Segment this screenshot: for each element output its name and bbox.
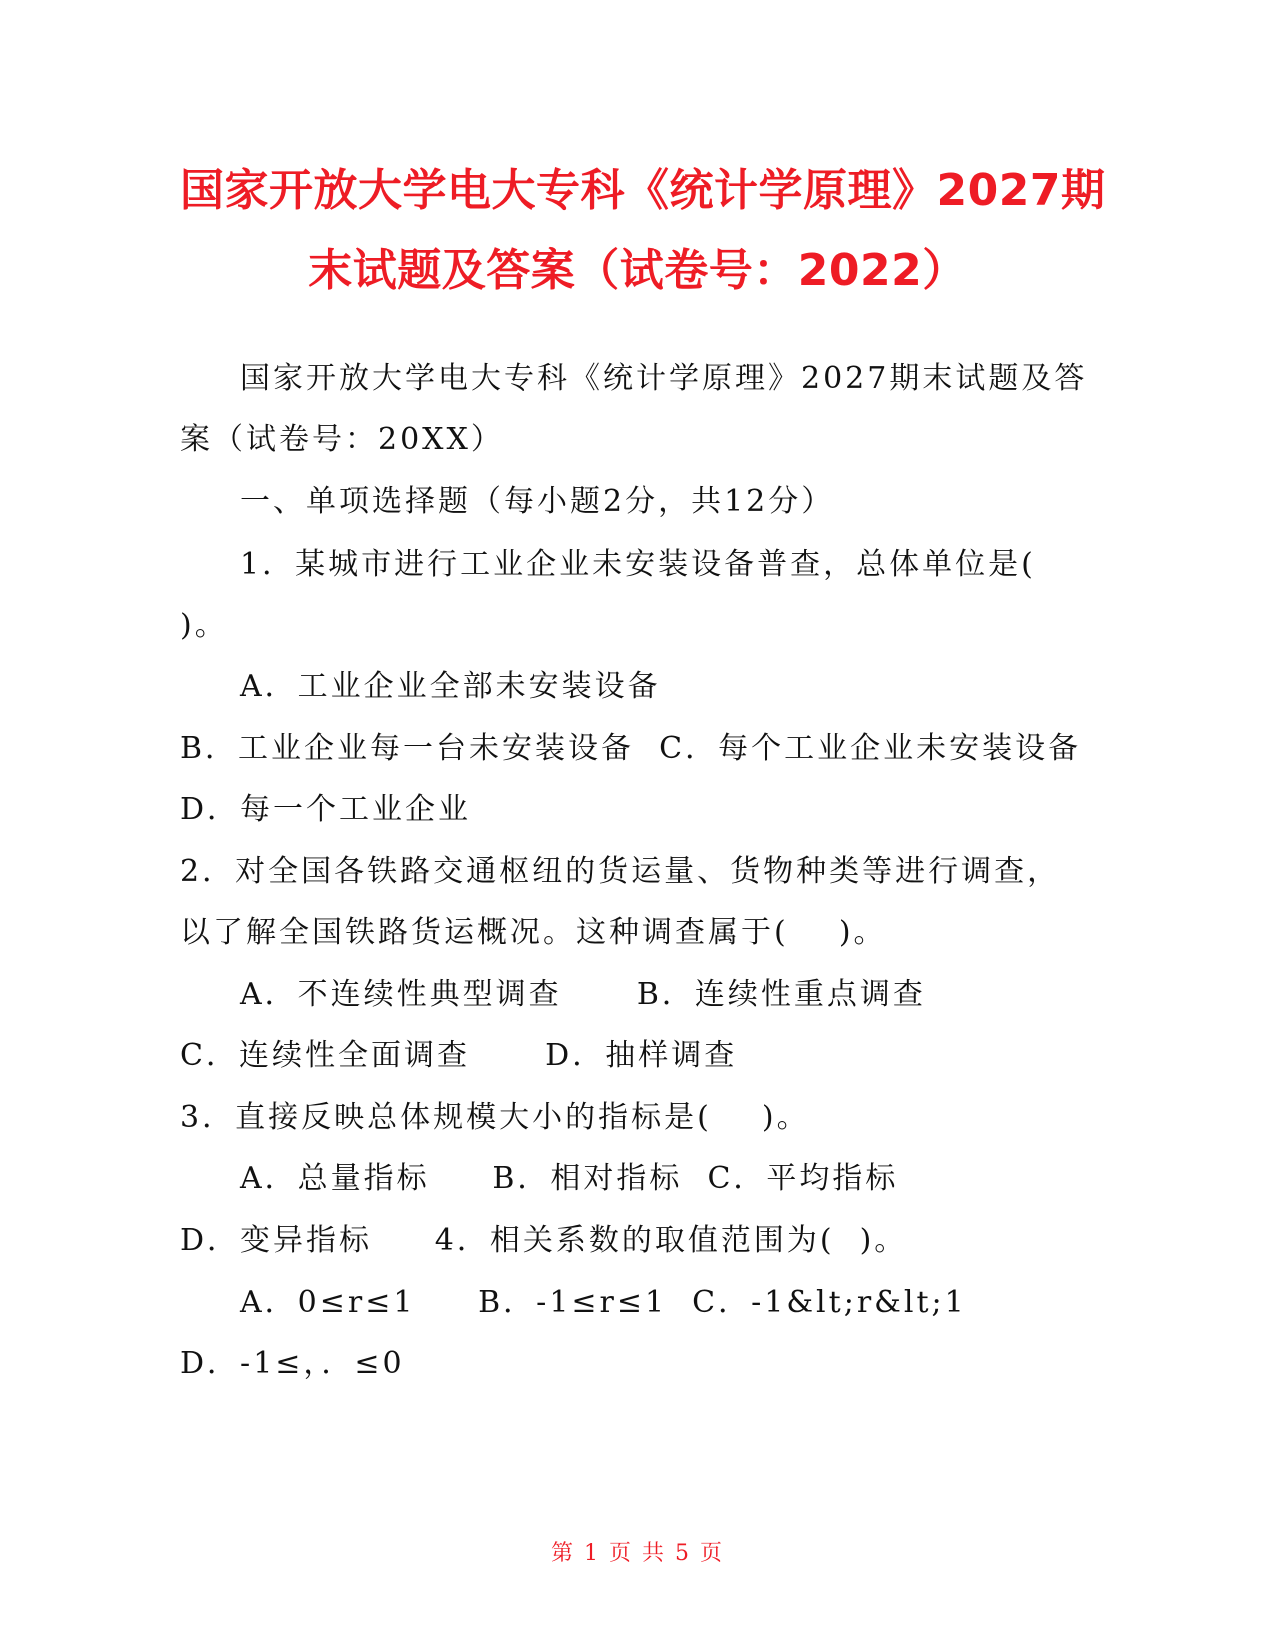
document-title-line-1: 国家开放大学电大专科《统计学原理》2027期 bbox=[180, 165, 1106, 216]
section-1-heading: 一、单项选择题（每小题2分，共12分） bbox=[240, 484, 835, 519]
question-1-line-2: )。 bbox=[180, 608, 228, 643]
question-3-options-a-b-c: A．总量指标 B．相对指标 C．平均指标 bbox=[240, 1161, 899, 1196]
document-title-line-2: 末试题及答案（试卷号：2022） bbox=[308, 245, 967, 296]
question-1-options-b-c: B．工业企业每一台未安装设备 C．每个工业企业未安装设备 bbox=[180, 731, 1082, 766]
question-4-options-a-b-c: A．0≤r≤1 B．-1≤r≤1 C．-1&lt;r&lt;1 bbox=[240, 1285, 967, 1320]
question-1-option-a: A．工业企业全部未安装设备 bbox=[240, 669, 661, 704]
intro-line-1: 国家开放大学电大专科《统计学原理》2027期末试题及答 bbox=[240, 361, 1088, 396]
question-1-option-d: D．每一个工业企业 bbox=[180, 792, 472, 827]
intro-line-2: 案（试卷号：20XX） bbox=[180, 422, 504, 457]
question-4-option-d: D．-1≤，．≤0 bbox=[180, 1346, 405, 1381]
question-1-line-1: 1．某城市进行工业企业未安装设备普查，总体单位是( bbox=[240, 547, 1036, 582]
page-indicator: 第 1 页 共 5 页 bbox=[551, 1541, 724, 1566]
question-2-options-a-b: A．不连续性典型调查 B．连续性重点调查 bbox=[240, 977, 926, 1012]
question-2-line-1: 2．对全国各铁路交通枢纽的货运量、货物种类等进行调查， bbox=[180, 854, 1061, 889]
question-3-option-d-and-question-4: D．变异指标 4．相关系数的取值范围为( )。 bbox=[180, 1223, 908, 1258]
question-3-line-1: 3．直接反映总体规模大小的指标是( )。 bbox=[180, 1100, 810, 1135]
question-2-line-2: 以了解全国铁路货运概况。这种调查属于( )。 bbox=[180, 915, 887, 950]
question-2-options-c-d: C．连续性全面调查 D．抽样调查 bbox=[180, 1038, 738, 1073]
